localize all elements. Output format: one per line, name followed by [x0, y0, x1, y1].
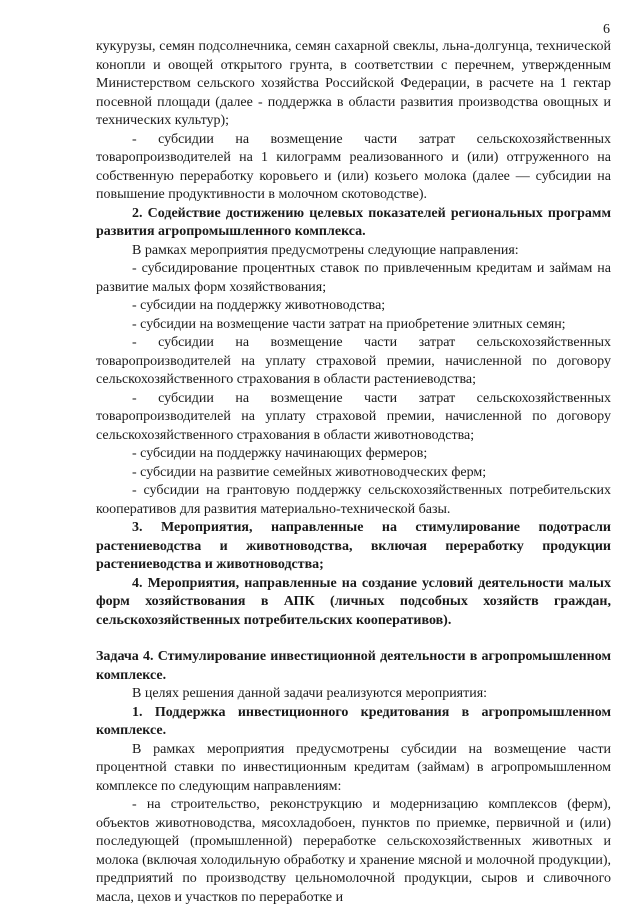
list-item: - субсидии на развитие семейных животноводческих ферм;	[132, 464, 487, 480]
document-body	[96, 38, 611, 907]
list-item: - субсидии на грантовую поддержку сельскохозяйственных потребительских кооперативов для развития материально-технической базы.	[96, 483, 611, 517]
page-number: 6	[603, 22, 610, 37]
paragraph: кукурузы, семян подсолнечника, семян сахарной свеклы, льна-долгунца, технической конопли и овощей открытого грунта, в соответствии с перечнем, утвержденным Министерством сельского хозяйства Российской Федерации, в расчете на 1 гектар посевной площади (далее - поддержка в области развития производства овощных и технических культур);	[96, 39, 611, 128]
paragraph: - субсидии на возмещение части затрат сельскохозяйственных товаропроизводителей на 1 килограмм реализованного и (или) отгруженного на собственную переработку коровьего и (или) козьего молока (далее — субсидии на повышение продуктивности в молочном скотоводстве).	[96, 131, 611, 202]
section-heading: 3. Мероприятия, направленные на стимулирование подотрасли растениеводства и животноводства, включая переработку продукции растениеводства и животноводства;	[96, 520, 611, 572]
section-heading: 2. Содействие достижению целевых показателей региональных программ развития агропромышленного комплекса.	[96, 205, 611, 239]
list-item: - субсидии на поддержку животноводства;	[132, 298, 386, 313]
list-item: - субсидии на возмещение части затрат сельскохозяйственных товаропроизводителей на уплату страховой премии, начисленной по договору сельскохозяйственного страхования в области животноводства;	[96, 390, 611, 443]
paragraph: В рамках мероприятия предусмотрены субсидии на возмещение части процентной ставки по инвестиционным кредитам (займам) в агропромышленном комплексе по следующим направлениям:	[96, 741, 611, 794]
paragraph: В целях решения данной задачи реализуются мероприятия:	[132, 686, 488, 701]
task-heading: Задача 4. Стимулирование инвестиционной деятельности в агропромышленном комплексе.	[96, 649, 611, 683]
list-item: - субсидии на возмещение части затрат на приобретение элитных семян;	[132, 316, 566, 332]
list-item: - субсидии на возмещение части затрат сельскохозяйственных товаропроизводителей на уплату страховой премии, начисленной по договору сельскохозяйственного страхования в области растениеводства;	[96, 335, 611, 387]
list-item: - субсидии на поддержку начинающих фермеров;	[132, 446, 428, 461]
list-item: - на строительство, реконструкцию и модернизацию комплексов (ферм), объектов животноводства, мясохладобоен, пунктов по приемке, первичной и (или) последующей (промышленной) переработке сельскохозяйственных животных и молока (включая холодильную обработку и хранение мясной и молочной продукции), предприятий по производству цельномолочной продукции, сыров и сливочного масла, цехов и участков по переработке и	[96, 797, 611, 905]
spacer	[96, 630, 611, 648]
list-item: - субсидирование процентных ставок по привлеченным кредитам и займам на развитие малых форм хозяйствования;	[96, 261, 611, 295]
paragraph: В рамках мероприятия предусмотрены следующие направления:	[132, 242, 519, 258]
section-heading: 1. Поддержка инвестиционного кредитования в агропромышленном комплексе.	[96, 704, 611, 738]
section-heading: 4. Мероприятия, направленные на создание условий деятельности малых форм хозяйствования в АПК (личных подсобных хозяйств граждан, сельскохозяйственных потребительских кооперативов).	[96, 575, 611, 628]
